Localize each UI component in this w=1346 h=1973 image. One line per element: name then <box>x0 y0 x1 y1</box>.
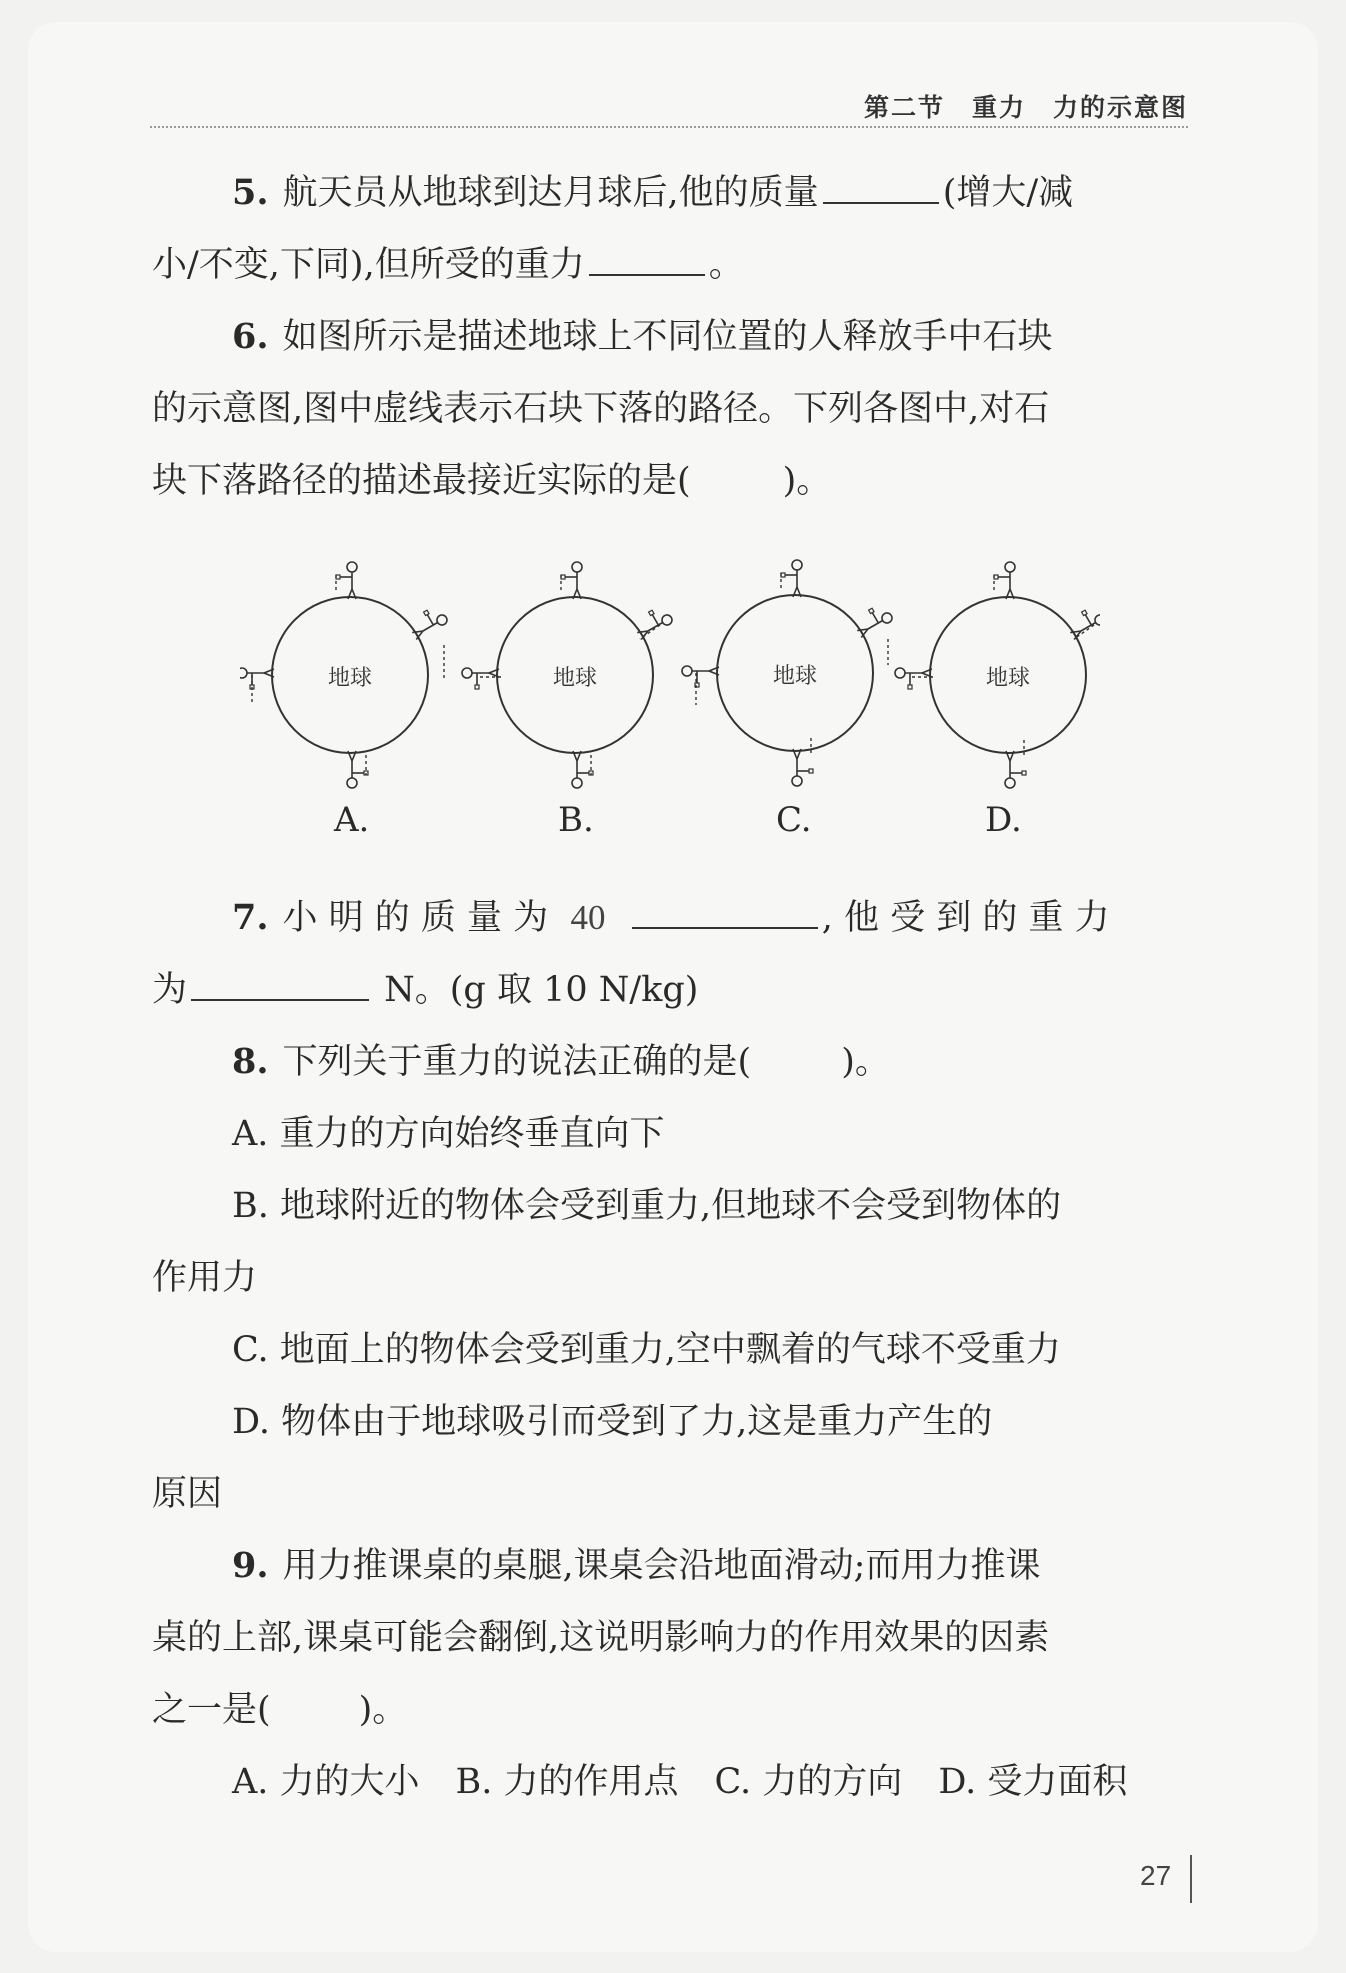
earth-label: 地球 <box>327 666 373 691</box>
page-number-divider <box>1190 1855 1192 1903</box>
question-number: 9. <box>232 1545 269 1586</box>
question-9-line-2: 桌的上部,课桌可能会翻倒,这说明影响力的作用效果的因素 <box>152 1618 1050 1658</box>
question-8-option-b-cont: 作用力 <box>152 1258 258 1298</box>
earth-label: 地球 <box>985 666 1031 691</box>
question-8-option-d-cont: 原因 <box>152 1474 223 1514</box>
answer-blank[interactable] <box>191 965 369 1001</box>
question-9-line-3: 之一是( )。 <box>152 1690 408 1730</box>
question-number: 8. <box>232 1041 269 1082</box>
question-8-option-b[interactable]: B. 地球附近的物体会受到重力,但地球不会受到物体的 <box>232 1186 1062 1226</box>
earth-label: 地球 <box>552 666 598 691</box>
question-9-option-a[interactable]: A. 力的大小 <box>232 1762 420 1802</box>
option-label-a: A. <box>334 800 370 840</box>
question-8-option-d[interactable]: D. 物体由于地球吸引而受到了力,这是重力产生的 <box>232 1402 993 1442</box>
answer-blank[interactable] <box>632 893 818 929</box>
mass-value: 40 <box>570 898 606 937</box>
section-title: 第二节 重力 力的示意图 <box>863 93 1188 122</box>
earth-label: 地球 <box>772 664 818 689</box>
question-9-option-d[interactable]: D. 受力面积 <box>938 1762 1128 1802</box>
page-header <box>150 86 1188 128</box>
question-5-line-1: 5. 航天员从地球到达月球后,他的质量 (增大/减 <box>232 168 1192 218</box>
question-8-option-a[interactable]: A. 重力的方向始终垂直向下 <box>232 1114 665 1154</box>
question-6-line-3: 块下落路径的描述最接近实际的是( )。 <box>152 461 832 501</box>
question-7-line-1: 7. 小 明 的 质 量 为 40 , 他 受 到 的 重 力 <box>232 893 1192 943</box>
option-label-d: D. <box>985 800 1022 840</box>
page-number: 27 <box>1140 1860 1172 1891</box>
question-number: 5. <box>232 172 269 213</box>
question-number: 7. <box>232 897 269 938</box>
question-9-option-c[interactable]: C. 力的方向 <box>714 1762 903 1802</box>
diagram-b <box>462 562 674 788</box>
diagram-c <box>682 560 894 786</box>
option-label-c: C. <box>776 800 812 840</box>
question-6-line-1: 6. 如图所示是描述地球上不同位置的人释放手中石块 <box>232 316 1053 357</box>
question-9-options <box>232 1757 1192 1807</box>
answer-blank[interactable] <box>823 168 939 204</box>
question-9-option-b[interactable]: B. 力的作用点 <box>455 1762 679 1802</box>
question-number: 6. <box>232 316 269 357</box>
question-5-line-2: 小/不变,下同),但所受的重力 。 <box>152 240 1192 290</box>
question-8-option-c[interactable]: C. 地面上的物体会受到重力,空中飘着的气球不受重力 <box>232 1330 1061 1370</box>
question-7-line-2: 为 N。(g 取 10 N/kg) <box>152 965 1192 1015</box>
option-label-b: B. <box>558 800 594 840</box>
diagram-a <box>240 562 449 788</box>
question-6-line-2: 的示意图,图中虚线表示石块下落的路径。下列各图中,对石 <box>152 389 1050 429</box>
answer-blank[interactable] <box>589 240 705 276</box>
question-9-line-1: 9. 用力推课桌的桌腿,课桌会沿地面滑动;而用力推课 <box>232 1545 1041 1586</box>
question-8-stem: 8. 下列关于重力的说法正确的是( )。 <box>232 1041 890 1082</box>
diagram-d <box>895 562 1100 788</box>
